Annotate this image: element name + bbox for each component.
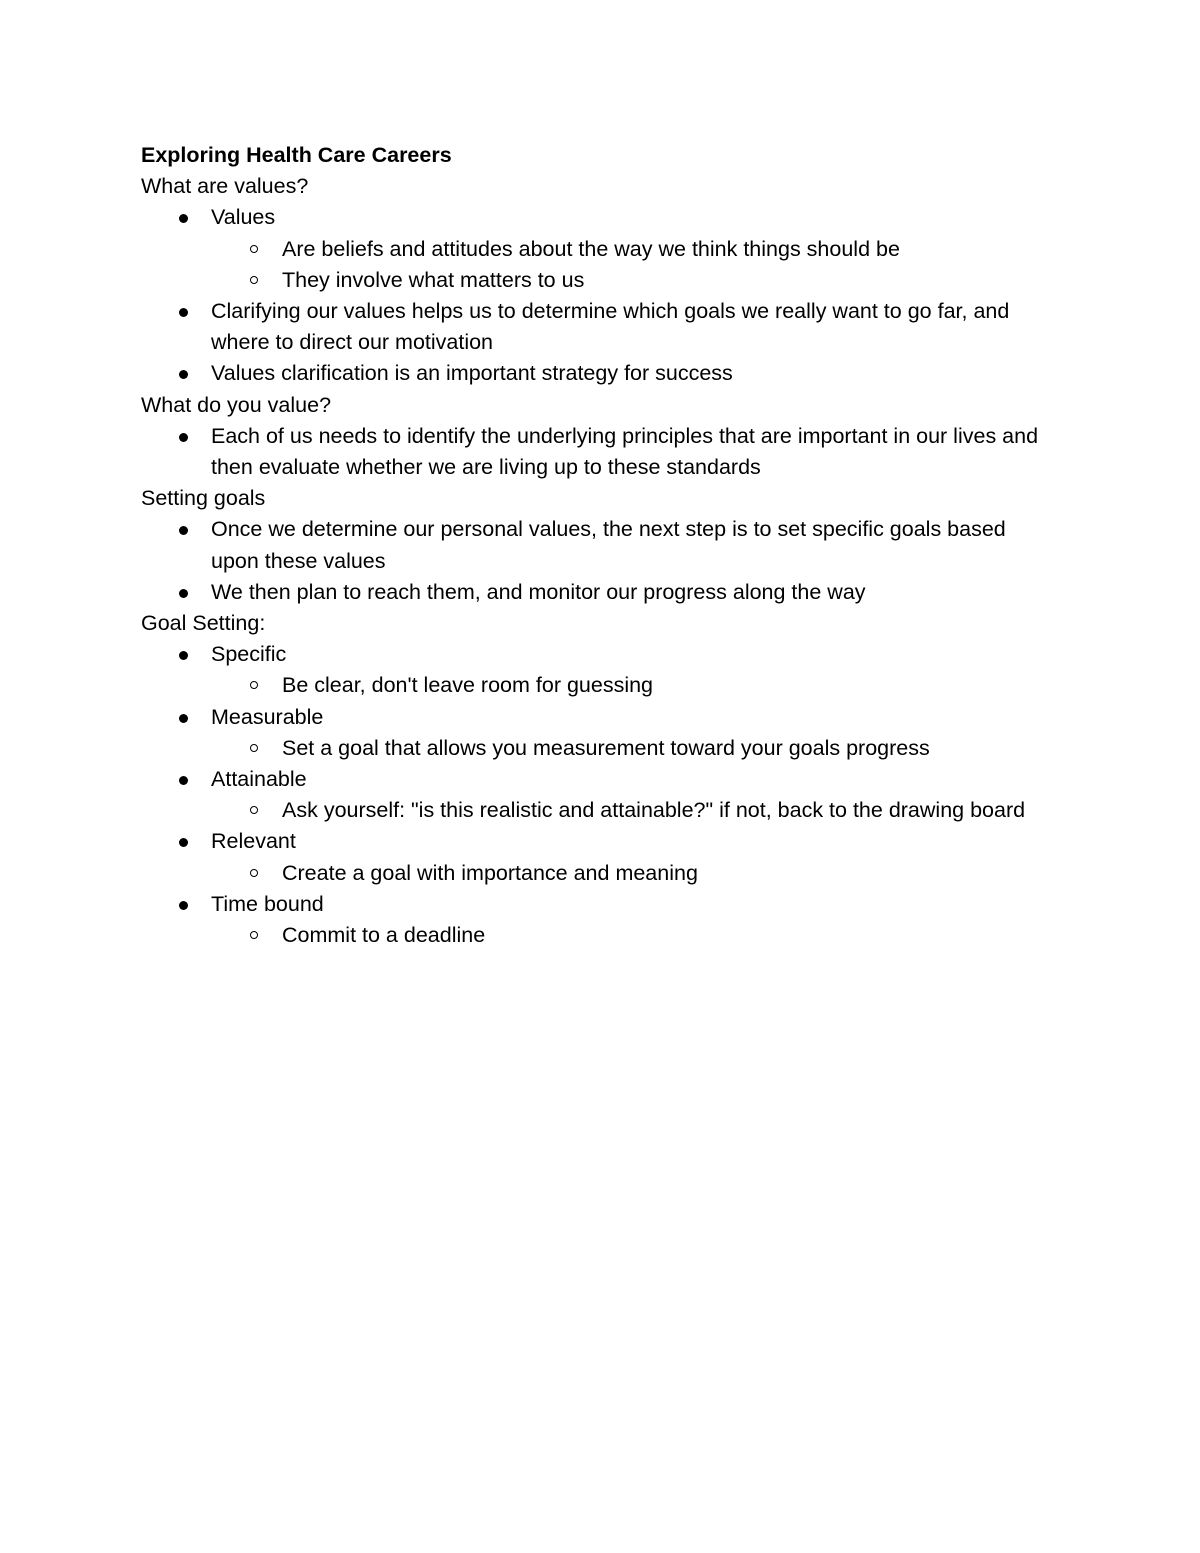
- bullet-icon: [179, 776, 188, 785]
- list-item: [141, 764, 1051, 826]
- bullet-icon: [179, 589, 188, 598]
- bullet-icon: [179, 370, 188, 379]
- sub-bullet-list: [211, 795, 1051, 826]
- bullet-icon: [179, 214, 188, 223]
- section-heading: Goal Setting:: [141, 611, 266, 636]
- hollow-bullet-icon: [250, 931, 258, 939]
- list-item: [141, 702, 1051, 764]
- bullet-icon: [179, 433, 188, 442]
- hollow-bullet-icon: [250, 276, 258, 284]
- document-content: [141, 140, 1051, 951]
- section: [141, 390, 1051, 484]
- list-item: [141, 296, 1051, 358]
- section: [141, 171, 1051, 389]
- sub-list-item: [211, 670, 1051, 701]
- sub-bullet-list: [211, 920, 1051, 951]
- list-item-text: Time bound: [211, 891, 324, 916]
- list-item-text: Relevant: [211, 829, 296, 854]
- hollow-bullet-icon: [250, 744, 258, 752]
- sub-list-item-text: Set a goal that allows you measurement toward your goals progress: [282, 735, 930, 760]
- list-item: [141, 577, 1051, 608]
- list-item-text: Measurable: [211, 704, 324, 729]
- sub-list-item: [211, 265, 1051, 296]
- sub-list-item-text: Create a goal with importance and meaning: [282, 860, 698, 885]
- section: [141, 483, 1051, 608]
- bullet-icon: [179, 308, 188, 317]
- sub-list-item-text: They involve what matters to us: [282, 267, 585, 292]
- sub-list-item-text: Are beliefs and attitudes about the way we think things should be: [282, 236, 900, 261]
- sub-bullet-list: [211, 858, 1051, 889]
- list-item: [141, 202, 1051, 296]
- list-item-text: Values clarification is an important strategy for success: [211, 361, 733, 386]
- list-item-text: Values: [211, 205, 276, 230]
- section: [141, 608, 1051, 951]
- list-item: [141, 421, 1051, 483]
- bullet-icon: [179, 526, 188, 535]
- list-item: [141, 358, 1051, 389]
- sub-list-item: [211, 234, 1051, 265]
- bullet-icon: [179, 714, 188, 723]
- sub-list-item-text: Ask yourself: "is this realistic and attainable?" if not, back to the drawing board: [282, 798, 1026, 823]
- list-item: [141, 514, 1051, 576]
- section-heading: What do you value?: [141, 392, 332, 417]
- sub-list-item-text: Be clear, don't leave room for guessing: [282, 673, 654, 698]
- sub-bullet-list: [211, 670, 1051, 701]
- bullet-icon: [179, 838, 188, 847]
- hollow-bullet-icon: [250, 681, 258, 689]
- list-item-text: Specific: [211, 642, 287, 667]
- hollow-bullet-icon: [250, 245, 258, 253]
- hollow-bullet-icon: [250, 806, 258, 814]
- bullet-icon: [179, 901, 188, 910]
- bullet-icon: [179, 651, 188, 660]
- bullet-list: [141, 202, 1051, 389]
- list-item-text: Each of us needs to identify the underlying principles that are important in our lives and then evaluate whether we are living up to these standards: [211, 423, 1039, 480]
- sub-bullet-list: [211, 733, 1051, 764]
- hollow-bullet-icon: [250, 869, 258, 877]
- bullet-list: [141, 514, 1051, 608]
- bullet-list: [141, 421, 1051, 483]
- sub-bullet-list: [211, 234, 1051, 296]
- list-item: [141, 639, 1051, 701]
- section-heading: Setting goals: [141, 486, 266, 511]
- list-item: [141, 826, 1051, 888]
- list-item-text: We then plan to reach them, and monitor our progress along the way: [211, 579, 866, 604]
- list-item-text: Clarifying our values helps us to determine which goals we really want to go far, and where to direct our motivation: [211, 299, 1010, 355]
- sub-list-item: [211, 733, 1051, 764]
- sub-list-item: [211, 858, 1051, 889]
- list-item-text: Attainable: [211, 767, 307, 792]
- document-title: Exploring Health Care Careers: [141, 143, 452, 167]
- list-item-text: Once we determine our personal values, the next step is to set specific goals based upon these values: [211, 517, 1006, 573]
- section-heading: What are values?: [141, 174, 309, 199]
- sub-list-item: [211, 795, 1051, 826]
- sub-list-item: [211, 920, 1051, 951]
- bullet-list: [141, 639, 1051, 951]
- list-item: [141, 889, 1051, 951]
- sub-list-item-text: Commit to a deadline: [282, 923, 486, 948]
